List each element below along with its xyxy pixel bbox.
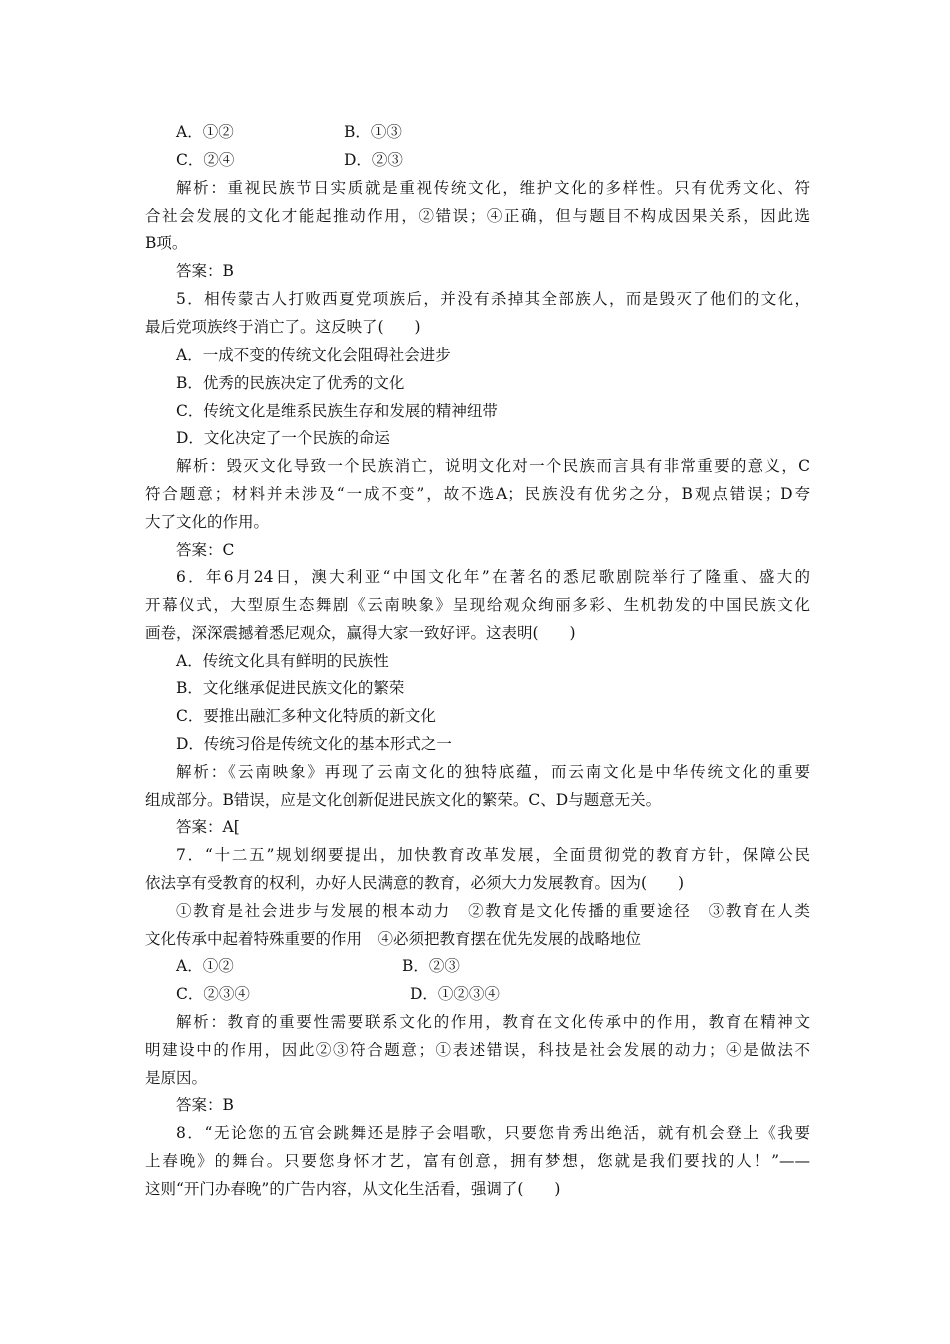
q7-stem-line-1: 7．“十二五”规划纲要提出，加快教育改革发展，全面贯彻党的教育方针，保障公民 <box>176 846 810 864</box>
q7-analysis-line-2: 明建设中的作用，因此②③符合题意；①表述错误，科技是社会发展的动力；④是做法不 <box>145 1041 810 1059</box>
q4-analysis-line-3: B项。 <box>145 234 188 252</box>
q5-stem-line-1: 5．相传蒙古人打败西夏党项族后，并没有杀掉其全部族人，而是毁灭了他们的文化， <box>176 290 810 308</box>
q6-stem-line-1: 6．年6月24日，澳大利亚“中国文化年”在著名的悉尼歌剧院举行了隆重、盛大的 <box>176 568 810 586</box>
q7-stem-line-2: 依法享有受教育的权利，办好人民满意的教育，必须大力发展教育。因为( ) <box>145 874 685 892</box>
q7-option-d: D．①②③④ <box>410 985 500 1003</box>
q7-analysis-line-3: 是原因。 <box>145 1069 208 1087</box>
q7-option-b: B．②③ <box>402 957 460 975</box>
q6-answer: 答案：A[ <box>176 818 240 836</box>
q7-statements-line-1: ①教育是社会进步与发展的根本动力 ②教育是文化传播的重要途径 ③教育在人类 <box>176 902 810 920</box>
q4-option-a: A．①② <box>176 123 234 141</box>
q6-stem-line-2: 开幕仪式，大型原生态舞剧《云南映象》呈现给观众绚丽多彩、生机勃发的中国民族文化 <box>145 596 810 614</box>
q6-option-d: D．传统习俗是传统文化的基本形式之一 <box>176 735 452 753</box>
q7-option-a: A．①② <box>176 957 234 975</box>
q7-statements-line-2: 文化传承中起着特殊重要的作用 ④必须把教育摆在优先发展的战略地位 <box>145 930 642 948</box>
q8-stem-line-2: 上春晚》的舞台。只要您身怀才艺，富有创意，拥有梦想，您就是我们要找的人！”—— <box>145 1152 810 1170</box>
q7-answer: 答案：B <box>176 1096 234 1114</box>
q5-analysis-line-3: 大了文化的作用。 <box>145 513 270 531</box>
q5-option-a: A．一成不变的传统文化会阻碍社会进步 <box>176 346 451 364</box>
q4-option-d: D．②③ <box>344 151 403 169</box>
q8-stem-line-1: 8．“无论您的五官会跳舞还是脖子会唱歌，只要您肯秀出绝活，就有机会登上《我要 <box>176 1124 810 1142</box>
q5-option-c: C．传统文化是维系民族生存和发展的精神纽带 <box>176 402 498 420</box>
q6-stem-line-3: 画卷，深深震撼着悉尼观众，赢得大家一致好评。这表明( ) <box>145 624 576 642</box>
q6-option-b: B．文化继承促进民族文化的繁荣 <box>176 679 405 697</box>
q5-option-d: D．文化决定了一个民族的命运 <box>176 429 390 447</box>
q4-options-row-1 <box>176 122 810 142</box>
q6-analysis-line-1: 解析：《云南映象》再现了云南文化的独特底蕴，而云南文化是中华传统文化的重要 <box>176 763 810 781</box>
q5-option-b: B．优秀的民族决定了优秀的文化 <box>176 374 405 392</box>
q4-analysis-line-1: 解析：重视民族节日实质就是重视传统文化，维护文化的多样性。只有优秀文化、符 <box>176 179 810 197</box>
q4-option-b: B．①③ <box>344 123 402 141</box>
q7-analysis-line-1: 解析：教育的重要性需要联系文化的作用，教育在文化传承中的作用，教育在精神文 <box>176 1013 810 1031</box>
q4-option-c: C．②④ <box>176 151 235 169</box>
q4-options-row-2 <box>176 150 810 170</box>
q8-stem-line-3: 这则“开门办春晚”的广告内容，从文化生活看，强调了( ) <box>145 1180 561 1198</box>
q4-analysis-line-2: 合社会发展的文化才能起推动作用，②错误；④正确，但与题目不构成因果关系，因此选 <box>145 207 810 225</box>
q5-analysis-line-1: 解析：毁灭文化导致一个民族消亡，说明文化对一个民族而言具有非常重要的意义，C <box>176 457 810 475</box>
q6-option-c: C．要推出融汇多种文化特质的新文化 <box>176 707 436 725</box>
q6-analysis-line-2: 组成部分。B错误，应是文化创新促进民族文化的繁荣。C、D与题意无关。 <box>145 791 662 809</box>
q5-analysis-line-2: 符合题意；材料并未涉及“一成不变”，故不选A；民族没有优劣之分，B观点错误；D夸 <box>145 485 810 503</box>
q7-options-row-1 <box>176 956 810 976</box>
q4-answer: 答案：B <box>176 262 234 280</box>
q7-options-row-2 <box>176 984 810 1004</box>
q7-option-c: C．②③④ <box>176 985 250 1003</box>
q5-answer: 答案：C <box>176 541 235 559</box>
q6-option-a: A．传统文化具有鲜明的民族性 <box>176 652 389 670</box>
q5-stem-line-2: 最后党项族终于消亡了。这反映了( ) <box>145 318 421 336</box>
